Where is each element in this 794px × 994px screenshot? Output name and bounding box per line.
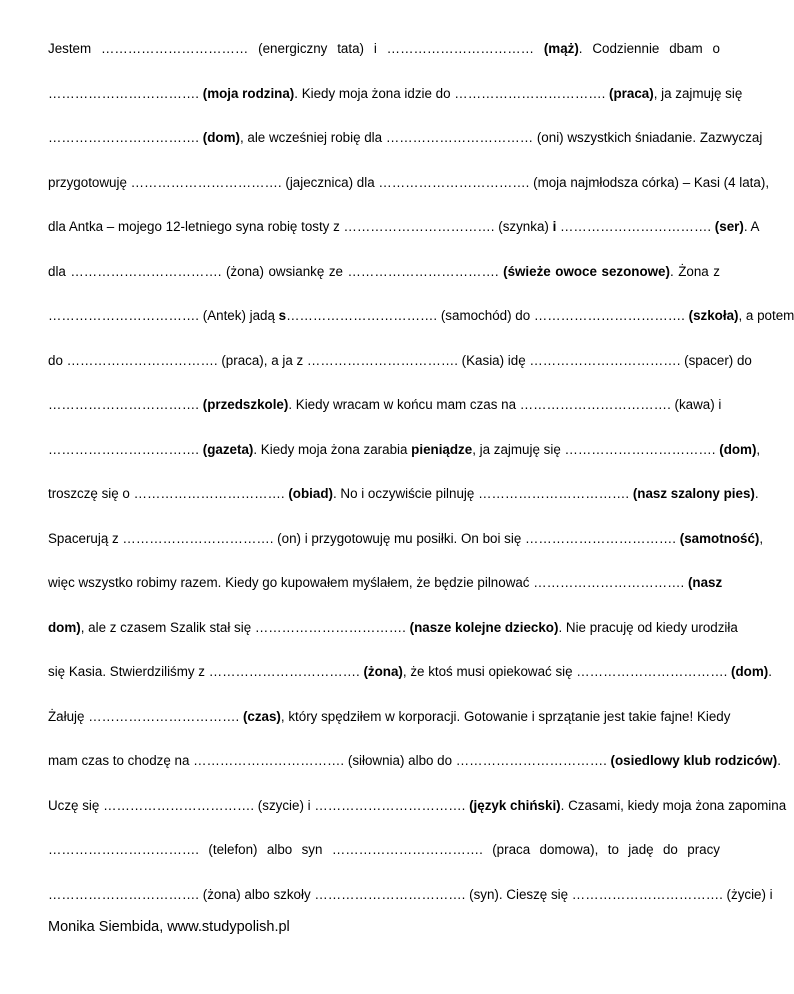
bold-cue: (dom) <box>719 441 757 457</box>
text-segment: ……………………………. (samochód) do ……………………………. <box>286 308 689 323</box>
exercise-line <box>48 352 752 370</box>
text-segment: . A <box>743 219 760 234</box>
exercise-line <box>48 619 738 637</box>
bold-cue: (szkoła) <box>688 308 739 323</box>
text-segment: do ……………………………. (praca), a ja z ……………………………. (Kasia) idę ……………………………. (spacer) do <box>48 352 752 368</box>
exercise-line <box>48 218 760 236</box>
text-segment: . Codziennie dbam o <box>578 41 721 56</box>
text-segment: ……………………………. (telefon) albo syn ……………………………. (praca domowa), to jadę do pracy <box>48 842 720 857</box>
exercise-line <box>48 263 720 281</box>
text-segment: dla Antka – mojego 12-letniego syna robię tosty z ……………………………. (szynka) <box>48 219 553 234</box>
text-segment: więc wszystko robimy razem. Kiedy go kupowałem myślałem, że będzie pilnować ……………………………. <box>48 575 688 590</box>
bold-cue: i <box>552 219 557 234</box>
exercise-line <box>48 85 743 103</box>
bold-cue: (moja rodzina) <box>202 85 295 101</box>
bold-cue: (nasze kolejne dziecko) <box>409 619 559 635</box>
text-segment: ……………………………. (żona) albo szkoły ……………………………. (syn). Cieszę się ……………………………. (życie) i <box>48 886 773 902</box>
bold-cue: (przedszkole) <box>202 397 289 412</box>
bold-cue: s <box>278 308 287 323</box>
bold-cue: dom) <box>48 619 81 635</box>
exercise-line <box>48 797 787 815</box>
text-segment: . No i oczywiście pilnuję ……………………………. <box>332 486 633 501</box>
exercise-line <box>48 307 794 325</box>
bold-cue: (praca) <box>609 85 654 101</box>
text-segment: dla ……………………………. (żona) owsiankę ze ……………………………. <box>48 263 504 279</box>
text-segment: . Nie pracuję od kiedy urodziła <box>558 619 738 635</box>
text-segment: . <box>754 486 759 501</box>
text-segment: Uczę się ……………………………. (szycie) i ……………………………. <box>48 797 470 813</box>
bold-cue: (dom) <box>731 664 769 679</box>
text-segment: , <box>756 441 761 457</box>
bold-cue: (czas) <box>242 708 281 724</box>
text-segment: ……………………………. <box>48 397 203 412</box>
text-segment: , a potem <box>738 308 794 323</box>
exercise-line <box>48 40 720 58</box>
text-segment: . <box>777 753 781 768</box>
text-segment: , że ktoś musi opiekować się ……………………………. <box>402 664 732 679</box>
text-segment: mam czas to chodzę na ……………………………. (siłownia) albo do ……………………………. <box>48 753 611 768</box>
bold-cue: (mąż) <box>543 41 579 56</box>
exercise-line <box>48 485 759 503</box>
bold-cue: (nasz szalony pies) <box>632 486 755 501</box>
exercise-line <box>48 886 773 904</box>
bold-cue: (gazeta) <box>202 441 254 457</box>
text-segment: ……………………………. (Antek) jadą <box>48 308 279 323</box>
exercise-line <box>48 396 720 414</box>
text-segment: ……………………………. <box>48 85 203 101</box>
text-segment: . Czasami, kiedy moja żona zapomina <box>560 797 787 813</box>
bold-cue: (obiad) <box>288 486 333 501</box>
exercise-line <box>48 530 764 548</box>
exercise-line <box>48 708 731 726</box>
bold-cue: (ser) <box>714 219 744 234</box>
text-segment: , ja zajmuję się ……………………………. <box>472 441 720 457</box>
text-segment: . Żona z <box>669 263 720 279</box>
exercise-line <box>48 174 770 192</box>
bold-cue: (język chiński) <box>469 797 561 813</box>
text-segment: Spacerują z ……………………………. (on) i przygotowuję mu posiłki. On boi się ……………………………. <box>48 530 680 546</box>
text-segment: . Kiedy moja żona zarabia <box>253 441 412 457</box>
text-segment: ……………………………. <box>48 130 203 145</box>
bold-cue: (świeże owoce sezonowe) <box>503 263 670 279</box>
text-segment: , który spędziłem w korporacji. Gotowanie i sprzątanie jest takie fajne! Kiedy <box>280 708 731 724</box>
bold-cue: (osiedlowy klub rodziców) <box>610 753 778 768</box>
text-segment: Jestem …………………………… (energiczny tata) i …………………………… <box>48 41 544 56</box>
text-segment: ……………………………. <box>556 219 715 234</box>
text-segment: , ale wcześniej robię dla …………………………… (oni) wszystkich śniadanie. Zazwyczaj <box>239 130 763 145</box>
exercise-line <box>48 752 781 770</box>
exercise-line <box>48 129 763 147</box>
footer-credit: Monika Siembida, www.studypolish.pl <box>48 919 290 935</box>
text-segment: ……………………………. <box>48 441 203 457</box>
text-segment: . Kiedy wracam w końcu mam czas na ……………………………. (kawa) i <box>288 397 722 412</box>
bold-cue: (nasz <box>687 575 723 590</box>
text-segment: się Kasia. Stwierdziliśmy z ……………………………. <box>48 664 364 679</box>
text-segment: . Kiedy moja żona idzie do ……………………………. <box>294 85 610 101</box>
text-segment: , ale z czasem Szalik stał się ……………………………. <box>80 619 410 635</box>
exercise-line <box>48 441 761 459</box>
exercise-line <box>48 841 720 859</box>
text-segment: troszczę się o ……………………………. <box>48 486 289 501</box>
bold-cue: pieniądze <box>411 441 473 457</box>
text-segment: . <box>768 664 772 679</box>
exercise-line <box>48 574 723 592</box>
text-segment: , <box>759 530 764 546</box>
bold-cue: (dom) <box>202 130 240 145</box>
text-segment: , ja zajmuję się <box>653 85 743 101</box>
text-segment: przygotowuję ……………………………. (jajecznica) dla ……………………………. (moja najmłodsza córka) – Kasi (4 lata), <box>48 174 770 190</box>
text-segment: Żałuję ……………………………. <box>48 708 243 724</box>
exercise-line <box>48 663 772 681</box>
bold-cue: (żona) <box>363 664 403 679</box>
bold-cue: (samotność) <box>679 530 760 546</box>
